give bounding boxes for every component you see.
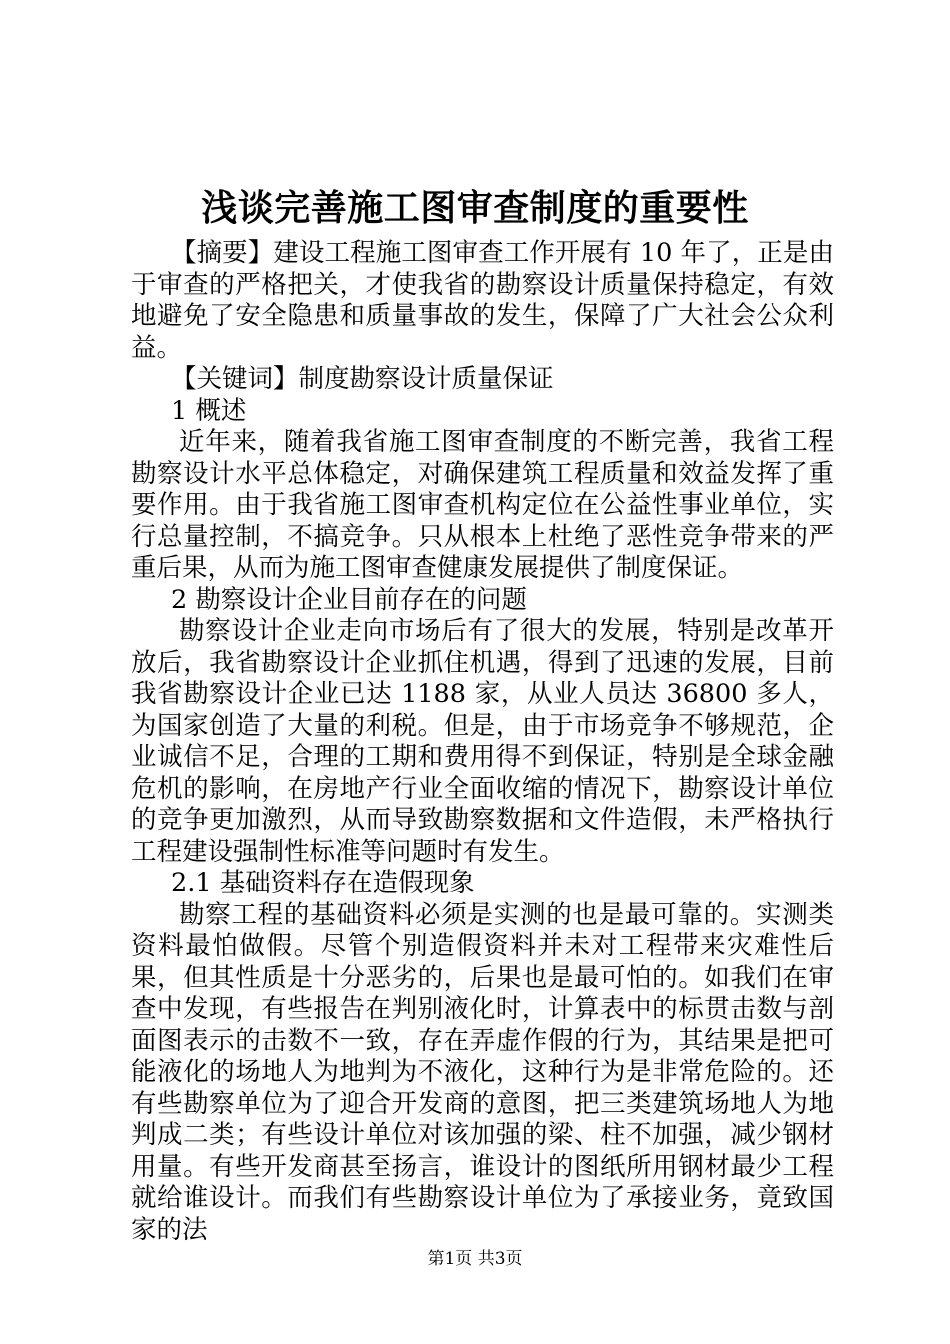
subsection-heading: 2.1 基础资料存在造假现象 [171,868,475,898]
body-paragraph: 近年来，随着我省施工图审查制度的不断完善，我省工程勘察设计水平总体稳定，对确保建筑工程质量和效益发挥了重要作用。由于我省施工图审查机构定位在公益性事业单位，实行总量控制，不搞竞争。只从根本上杜绝了恶性竞争带来的严重后果，从而为施工图审查健康发展提供了制度保证。 [131,427,834,583]
body-paragraph: 勘察工程的基础资料必须是实测的也是最可靠的。实测类资料最怕做假。尽管个别造假资料并未对工程带来灾难性后果，但其性质是十分恶劣的，后果也是最可怕的。如我们在审查中发现，有些报告在判别液化时，计算表中的标贯击数与剖面图表示的击数不一致，存在弄虚作假的行为，其结果是把可能液化的场地人为地判为不液化，这种行为是非常危险的。还有些勘察单位为了迎合开发商的意图，把三类建筑场地人为地判成二类；有些设计单位对该加强的梁、柱不加强，减少钢材用量。有些开发商甚至扬言，谁设计的图纸所用钢材最少工程就给谁设计。而我们有些勘察设计单位为了承接业务，竟致国家的法 [131,899,834,1245]
section-heading: 2 勘察设计企业目前存在的问题 [171,584,527,615]
keywords-paragraph: 【关键词】制度勘察设计质量保证 [171,364,554,394]
document-title: 浅谈完善施工图审查制度的重要性 [201,187,749,229]
page-footer: 第1页 共3页 [427,1249,523,1269]
document-body [131,238,834,1246]
section-heading: 1 概述 [171,395,247,426]
body-paragraph: 勘察设计企业走向市场后有了很大的发展，特别是改革开放后，我省勘察设计企业抓住机遇，得到了迅速的发展，目前我省勘察设计企业已达 1188 家，从业人员达 36800 多人，为国家创造了大量的利税。但是，由于市场竞争不够规范，企业诚信不足，合理的工期和费用得不到保证，特别是全球金融危机的影响，在房地产行业全面收缩的情况下，勘察设计单位的竞争更加激烈，从而导致勘察数据和文件造假，未严格执行工程建设强制性标准等问题时有发生。 [131,616,834,867]
abstract-paragraph: 【摘要】建设工程施工图审查工作开展有 10 年了，正是由于审查的严格把关，才使我省的勘察设计质量保持稳定，有效地避免了安全隐患和质量事故的发生，保障了广大社会公众利益。 [131,238,834,363]
